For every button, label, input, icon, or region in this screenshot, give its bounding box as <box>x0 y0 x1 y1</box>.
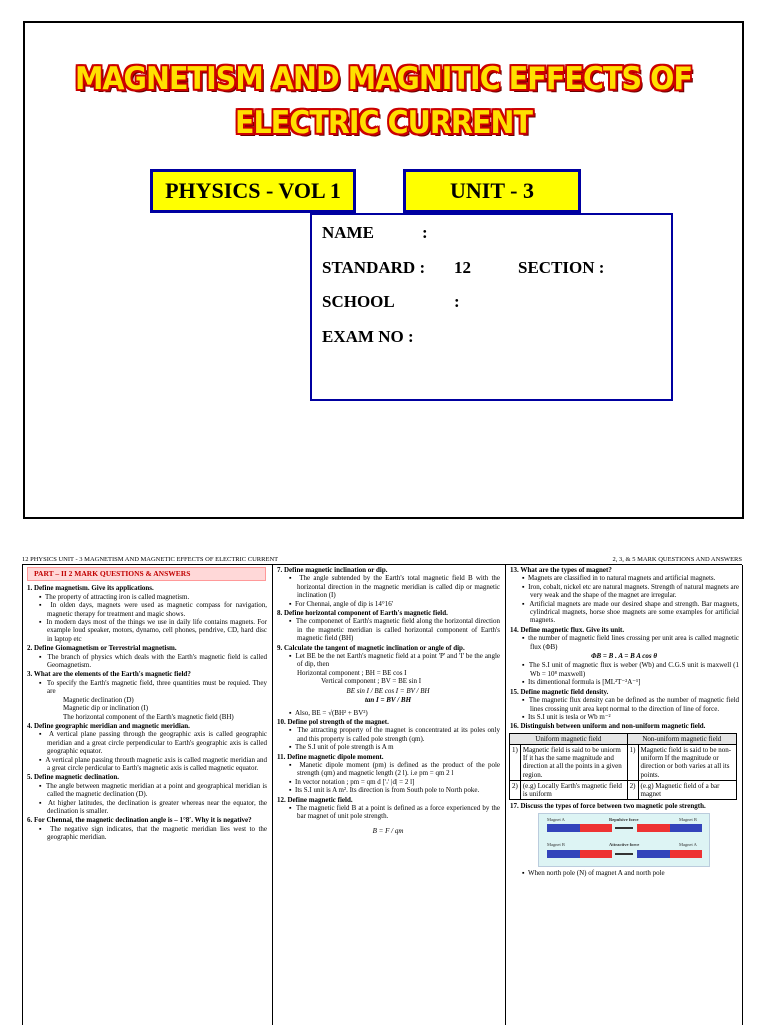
page-header-right: 2, 3, & 5 MARK QUESTIONS AND ANSWERS <box>612 556 742 563</box>
answer-bullet: ▪ At higher latitudes, the declination is greater whereas near the equator, the declination is smaller. <box>23 799 267 816</box>
question-2: 2. Define Giomagnetism or Terrestrial magnetism. <box>27 644 177 653</box>
question-9: 9. Calculate the tangent of magnetic inclination or angle of dip. <box>277 643 465 652</box>
table-header: Non-uniform magnetic field <box>627 733 736 744</box>
name-colon: : <box>422 223 428 242</box>
answer-bullet: ▪ In olden days, magnets were used as magnetic compass for navigation, magnetic therapy for treatment and magic shows. <box>23 601 267 618</box>
column-3 <box>505 565 743 1025</box>
magnet-bar <box>637 850 702 858</box>
magnet-a-label: Magnet A <box>679 841 697 847</box>
answer-line: Magnetic declination (D) <box>63 695 134 704</box>
question-15: 15. Define magnetic field density. <box>510 687 609 696</box>
question-5: 5. Define magnetic declination. <box>27 773 119 782</box>
answer-bullet: ▪ Manetic dipole moment (pm) is defined as the product of the pole strength (qm) and magnetic length (2 l). i.e pm = qm 2 l <box>273 761 500 778</box>
school-colon: : <box>454 292 460 311</box>
volume-badge: PHYSICS - VOL 1 <box>150 169 356 213</box>
answer-bullet: ▪ In modern days most of the things we use in daily life contains magnets. For example loud speaker, motors, dynamo, cell phones, pendrive, CD, hard disc in laptop etc <box>23 618 267 643</box>
question-1: 1. Define magnetism. Give its applications. <box>27 584 154 593</box>
magnet-a-label: Magnet A <box>547 816 565 822</box>
table-row <box>510 744 737 780</box>
question-14: 14. Define magnetic flux. Give its unit. <box>510 625 625 634</box>
answer-bullet: ▪ A vertical plane passing through the geographic axis is called geographic meridian and a great circle perpendicular to Earth's geographic axis is called geographic equator. <box>23 730 267 755</box>
standard-value: 12 <box>454 258 471 277</box>
repulsive-label: Repulsive force <box>609 816 639 822</box>
answer-bullet: ▪ The S.I unit of pole strength is A m <box>273 743 500 751</box>
column-1 <box>22 565 270 1025</box>
table-cell: Magnetic field is said to be non-uniform If the magnitude or direction or both varies at all its points. <box>638 744 737 780</box>
table-cell: 2) <box>627 780 638 799</box>
attractive-label: Attractive force <box>609 841 640 847</box>
answer-bullet: ▪ The magnetic flux density can be defined as the number of magnetic field lines crossing unit area kept normal to the direction of line of force. <box>506 696 739 713</box>
qa-columns <box>22 564 742 1025</box>
formula: tan I = BV / BH <box>364 696 412 705</box>
comparison-table <box>509 733 737 800</box>
question-12: 12. Define magnetic field. <box>277 795 353 804</box>
table-cell: (e.g) Magnetic field of a bar magnet <box>638 780 737 799</box>
unit-badge: UNIT - 3 <box>403 169 581 213</box>
answer-bullet: ▪ the number of magnetic field lines crossing per unit area is called magnetic flux (ΦB) <box>506 634 739 651</box>
answer-bullet: ▪ Also, BE = √(BH² + BV²) <box>273 709 500 717</box>
table-cell: 2) <box>510 780 521 799</box>
answer-bullet: ▪ The attracting property of the magnet is concentrated at its poles only and this property is called pole strength (qm). <box>273 726 500 743</box>
answer-bullet: ▪ Artificial magnets are made our desired shape and strength. Bar magnets, cylindrical magnets, horse shoe magnets are some examples for artificial magnets. <box>506 600 739 625</box>
exam-label: EXAM NO <box>322 327 404 346</box>
answer-bullet: ▪ When north pole (N) of magnet A and north pole <box>506 869 739 877</box>
table-cell: 1) <box>627 744 638 780</box>
table-cell: 1) <box>510 744 521 780</box>
answer-line: Horizontal component ; BH = BE cos I <box>297 668 407 677</box>
answer-bullet: ▪ The property of attracting iron is called magnetism. <box>23 593 267 601</box>
answer-bullet: ▪ The branch of physics which deals with the Earth's magnetic field is called Geomagnetism. <box>23 653 267 670</box>
question-3: 3. What are the elements of the Earth's magnetic field? <box>27 670 191 679</box>
page-header <box>22 556 742 563</box>
table-cell: Magnetic field is said to be uniorm If it has the same magnitude and direction at all the points in a given region. <box>520 744 627 780</box>
force-arrow <box>615 827 633 829</box>
question-10: 10. Define pol strength of the magnet. <box>277 717 389 726</box>
magnet-bar <box>547 850 612 858</box>
column-2 <box>272 565 503 1025</box>
answer-bullet: ▪ The angle between magnetic meridian at a point and geographical meridian is called the magnetic declination (D). <box>23 782 267 799</box>
page-header-left: 12 PHYSICS UNIT - 3 MAGNETISM AND MAGNETIC EFFECTS OF ELECTRIC CURRENT <box>22 556 279 563</box>
answer-bullet: ▪ The magnetic field B at a point is defined as a force experienced by the bar magnet of unit pole strength. <box>273 804 500 821</box>
question-4: 4. Define geographic meridian and magnetic meridian. <box>27 721 190 730</box>
answer-bullet: ▪ Iron, cobalt, nickel etc are natural magnets. Strength of natural magnets are very weak and the shape of the magnet are irregular. <box>506 583 739 600</box>
answer-bullet: ▪ Its S.I unit is A m². Its direction is from South pole to North poke. <box>273 786 500 794</box>
answer-bullet: ▪ The negative sign indicates, that the magnetic meridian lies west to the geographic meridian. <box>23 825 267 842</box>
answer-bullet: ▪ In vector notation ; pm = qm d [∵ |d| = 2 l] <box>273 778 500 786</box>
magnet-b-label: Magnet B <box>679 816 697 822</box>
exam-colon: : <box>408 327 414 346</box>
cover-title: MAGNETISM AND MAGNITIC EFFECTS OF ELECTRIC CURRENT <box>74 61 693 141</box>
formula: B = F / qm <box>372 826 404 835</box>
answer-line: The horizontal component of the Earth's magnetic field (BH) <box>63 712 234 721</box>
formula: ΦB = B . A = B A cos θ <box>590 652 658 661</box>
answer-bullet: ▪ Magnets are classified in to natural magnets and artificial magnets. <box>506 574 739 582</box>
magnet-b-label: Magnet B <box>547 841 565 847</box>
question-11: 11. Define magnetic dipole moment. <box>277 752 384 761</box>
question-7: 7. Define magnetic inclination or dip. <box>277 566 388 574</box>
question-16: 16. Distinguish between uniform and non-uniform magnetic field. <box>510 722 706 731</box>
answer-bullet: ▪ The S.I unit of magnetic flux is weber (Wb) and C.G.S unit is maxwell (1 Wb = 10⁸ maxwell) <box>506 661 739 678</box>
magnet-force-figure <box>538 813 710 867</box>
force-arrow <box>615 853 633 855</box>
magnet-bar <box>547 824 612 832</box>
answer-bullet: ▪ The componenet of Earth's magnetic field along the horizontal direction in the magnetic meridian is called horizontal component of Earth's magnetic field (BH) <box>273 617 500 642</box>
school-label: SCHOOL <box>322 292 395 311</box>
part-label: PART – II 2 MARK QUESTIONS & ANSWERS <box>27 567 266 581</box>
table-header: Uniform magnetic field <box>510 733 628 744</box>
question-17: 17. Discuss the types of force between two magnetic pole strength. <box>510 802 706 811</box>
name-label: NAME <box>322 223 374 242</box>
table-row <box>510 780 737 799</box>
student-info-box <box>310 213 673 401</box>
answer-bullet: ▪ For Chennai, angle of dip is 14°16′ <box>273 600 500 608</box>
magnet-bar <box>637 824 702 832</box>
answer-line: Vertical component ; BV = BE sin I <box>321 677 422 686</box>
answer-line: Magnetic dip or inclination (I) <box>63 704 149 713</box>
section-label: SECTION : <box>518 258 605 277</box>
answer-bullet: ▪ To specify the Earth's magnetic field, three quantities must be requied. They are <box>23 679 267 696</box>
formula: BE sin I / BE cos I = BV / BH <box>346 686 430 695</box>
standard-label: STANDARD : <box>322 258 426 277</box>
cover-frame <box>23 21 744 519</box>
answer-bullet: ▪ Its S.I unit is tesla or Wb m⁻² <box>506 713 739 721</box>
question-13: 13. What are the types of magnet? <box>510 566 612 574</box>
answer-bullet: ▪ Let BE be the net Earth's magnetic field at a point 'P' and 'I' be the angle of dip, then <box>273 652 500 669</box>
question-8: 8. Define horizontal component of Earth's magnetic field. <box>277 609 448 618</box>
answer-bullet: ▪ A vertical plane passing throuth magnetic axis is called magnetic meridian and a great circle perdicular to Earth's magnetic axis is called magnetic equator. <box>23 756 267 773</box>
question-6: 6. For Chennai, the magnetic declination angle is – 1°8′. Why it is negative? <box>27 816 252 825</box>
answer-bullet: ▪ The angle subtended by the Earth's total magnetic field B with the horizontal direction in the magnetic meridian is called dip or magnetic inclination (I) <box>273 574 500 599</box>
table-cell: (e.g) Locally Earth's magnetic field is uniform <box>520 780 627 799</box>
answer-bullet: ▪ Its dimentional formula is [ML²T⁻²A⁻¹] <box>506 678 739 686</box>
